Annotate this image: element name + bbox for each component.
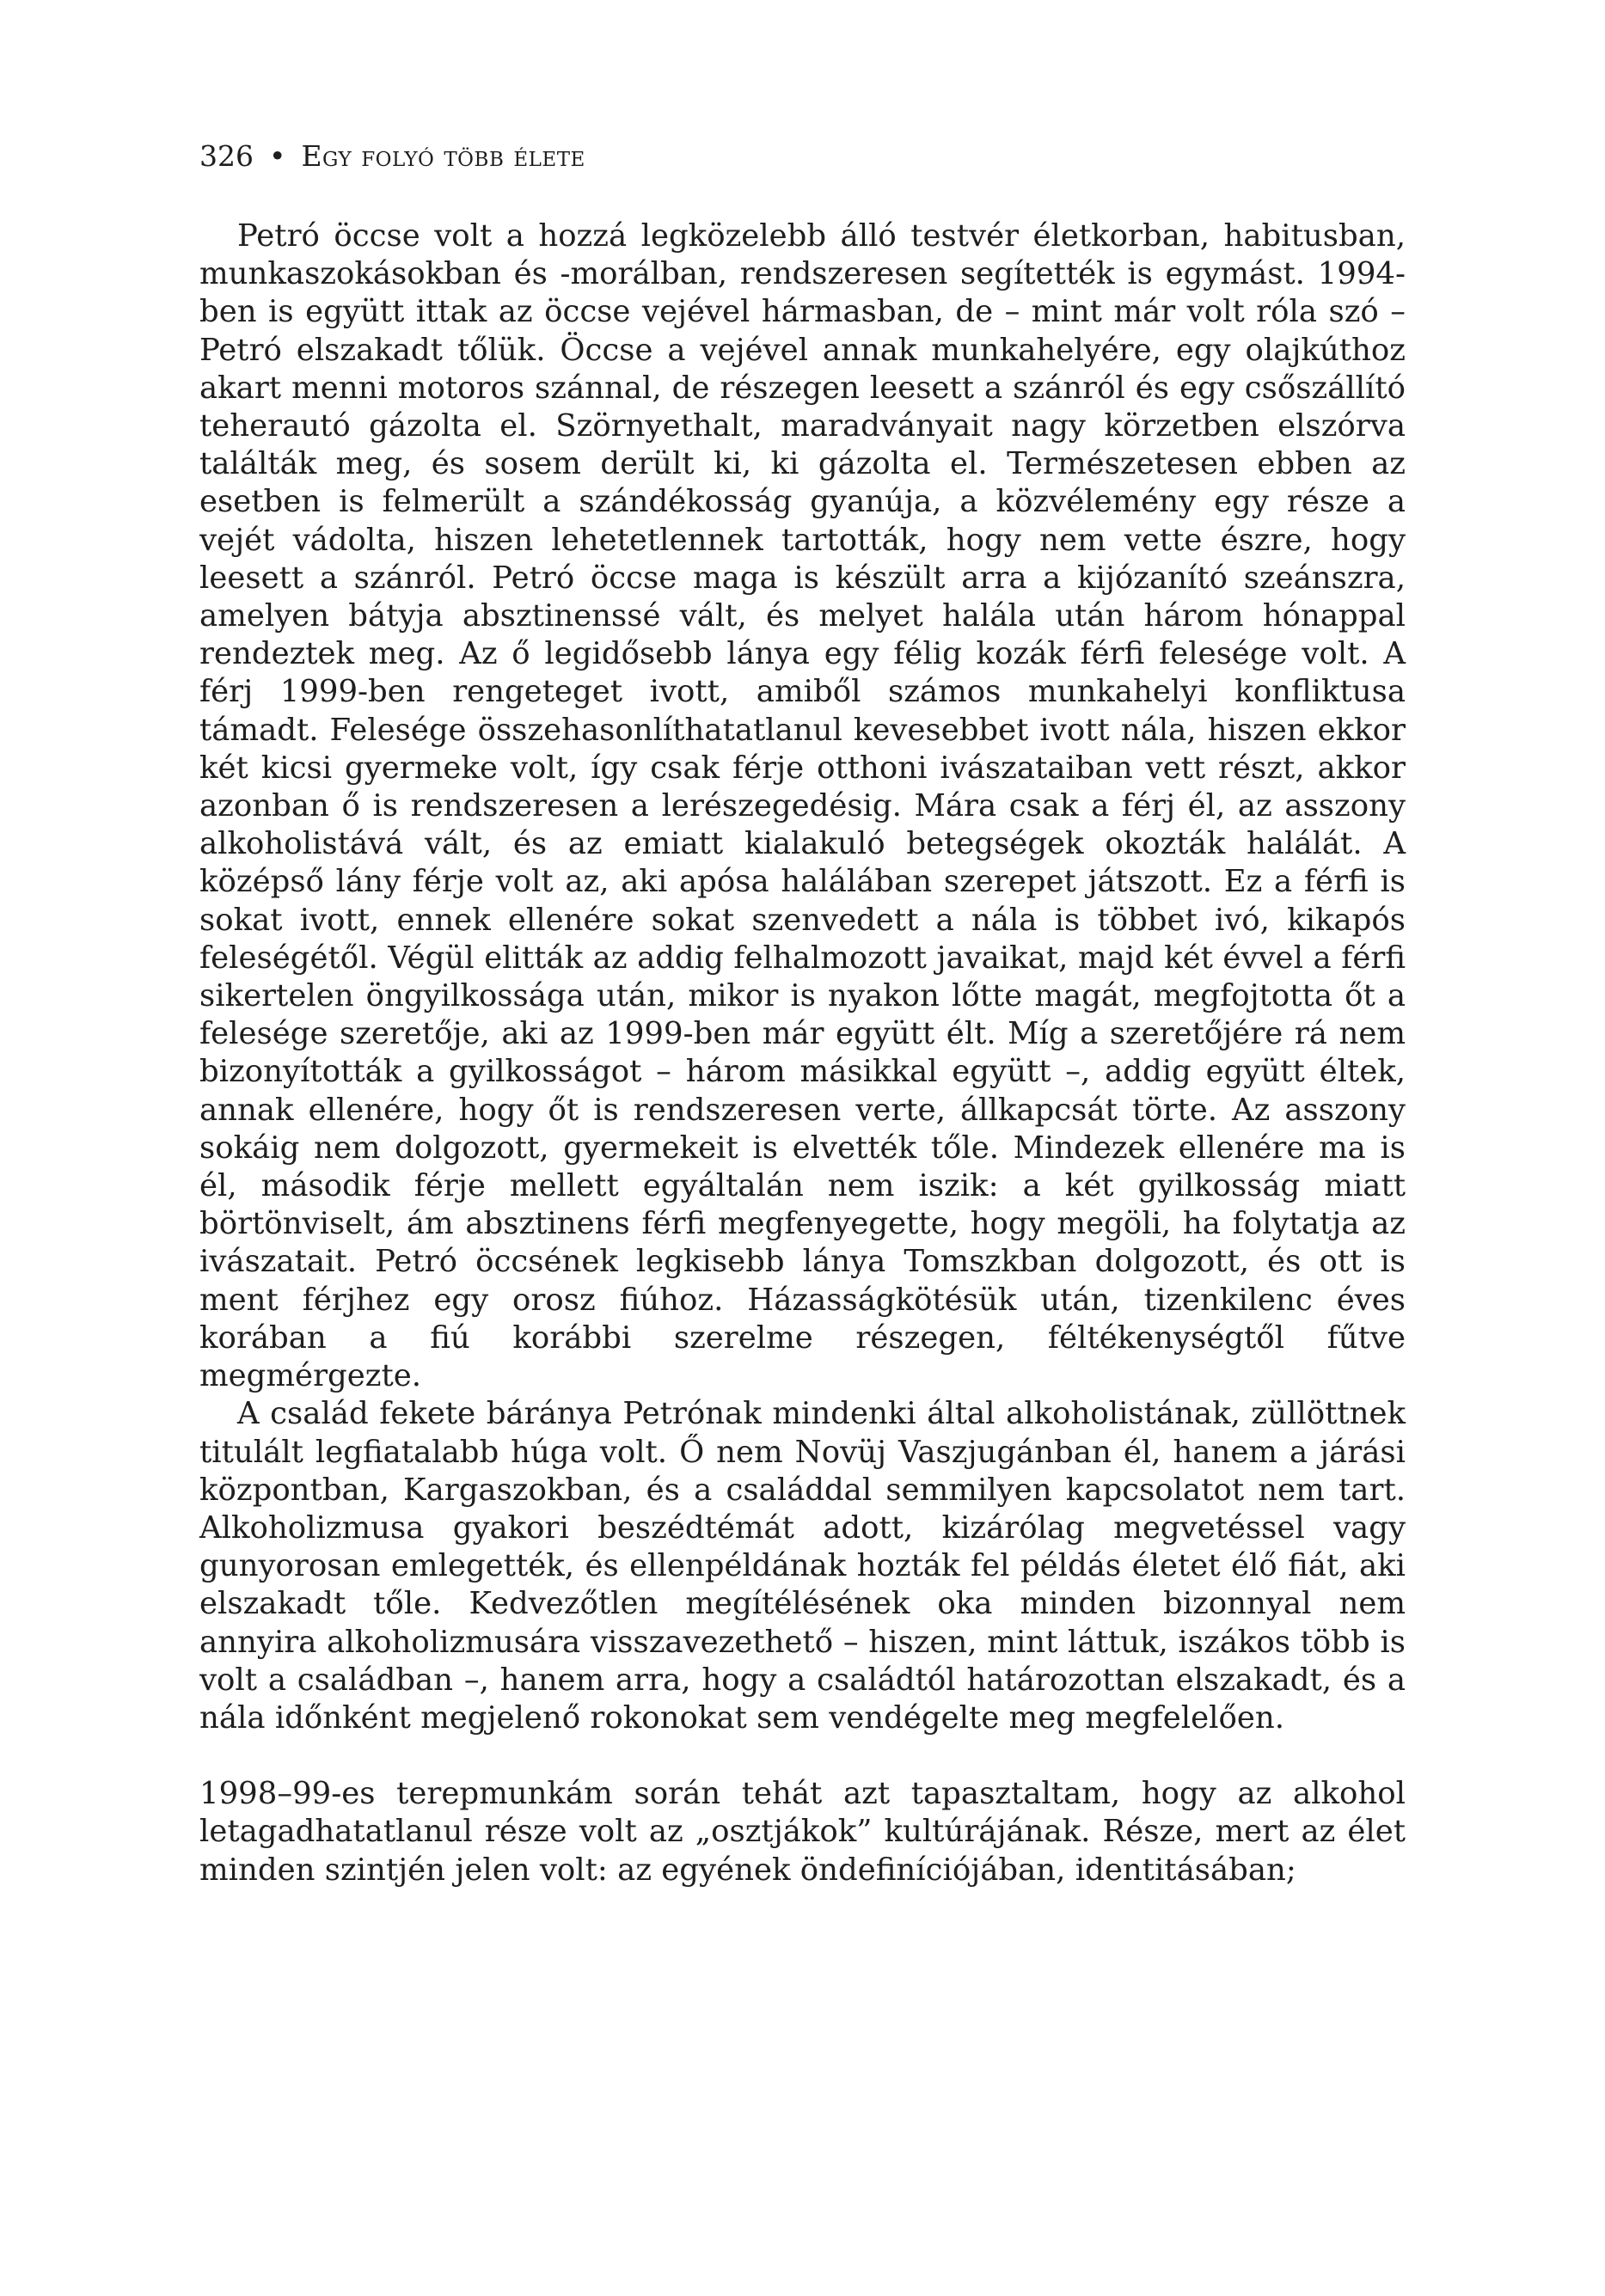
body-text — [199, 217, 1406, 1889]
book-title: Egy folyó több élete — [301, 139, 585, 173]
paragraph-2: A család fekete báránya Petrónak mindenki által alkoholistának, züllöttnek titulált legfiatalabb húga volt. Ő nem Novüj Vaszjugánban él, hanem a járási központban, Kargaszokban, és a családdal semmilyen kapcsolatot nem tart. Alkoholizmusa gyakori beszédtémát adott, kizárólag megvetéssel vagy gunyorosan emlegették, és ellenpéldának hozták fel példás életet élő fiát, aki elszakadt tőle. Kedvezőtlen megítélésének oka minden bizonnyal nem annyira alkoholizmusára visszavezethető – hiszen, mint láttuk, iszákos több is volt a családban –, hanem arra, hogy a családtól határozottan elszakadt, és a nála időnként megjelenő rokonokat sem vendégelte meg megfelelően. — [199, 1396, 1406, 1736]
running-head — [199, 139, 585, 174]
paragraph-3: 1998–99-es terepmunkám során tehát azt tapasztaltam, hogy az alkohol letagadhatatlanul része volt az „osztjákok” kultúrájának. Része, mert az élet minden szintjén jelen volt: az egyének öndefiníciójában, identitásában; — [199, 1776, 1406, 1888]
paragraph-1: Petró öccse volt a hozzá legközelebb álló testvér életkorban, habitusban, munkaszokásokban és -morálban, rendszeresen segítették is egymást. 1994-ben is együtt ittak az öccse vejével hármasban, de – mint már volt róla szó – Petró elszakadt tőlük. Öccse a vejével annak munkahelyére, egy olajkúthoz akart menni motoros szánnal, de részegen leesett a szánról és egy csőszállító teherautó gázolta el. Szörnyethalt, maradványait nagy körzetben elszórva találták meg, és sosem derült ki, ki gázolta el. Természetesen ebben az esetben is felmerült a szándékosság gyanúja, a közvélemény egy része a vejét vádolta, hiszen lehetetlennek tartották, hogy nem vette észre, hogy leesett a szánról. Petró öccse maga is készült arra a kijózanító szeánszra, amelyen bátyja absztinenssé vált, és melyet halála után három hónappal rendeztek meg. Az ő legidősebb lánya egy félig kozák férfi felesége volt. A férj 1999-ben rengeteget ivott, amiből számos munkahelyi konfliktusa támadt. Felesége összehasonlíthatatlanul kevesebbet ivott nála, hiszen ekkor két kicsi gyermeke volt, így csak férje otthoni ivászataiban vett részt, akkor azonban ő is rendszeresen a lerészegedésig. Mára csak a férj él, az asszony alkoholistává vált, és az emiatt kialakuló betegségek okozták halálát. A középső lány férje volt az, aki apósa halálában szerepet játszott. Ez a férfi is sokat ivott, ennek ellenére sokat szenvedett a nála is többet ivó, kikapós feleségétől. Végül elitták az addig felhalmozott javaikat, majd két évvel a férfi sikertelen öngyilkossága után, mikor is nyakon lőtte magát, megfojtotta őt a felesége szeretője, aki az 1999-ben már együtt élt. Míg a szeretőjére rá nem bizonyították a gyilkosságot – három másikkal együtt –, addig együtt éltek, annak ellenére, hogy őt is rendszeresen verte, állkapcsát törte. Az asszony sokáig nem dolgozott, gyermekeit is elvették tőle. Mindezek ellenére ma is él, második férje mellett egyáltalán nem iszik: a két gyilkosság miatt börtönviselt, ám absztinens férfi megfenyegette, hogy megöli, ha folytatja az ivászatait. Petró öccsének legkisebb lánya Tomszkban dolgozott, és ott is ment férjhez egy orosz fiúhoz. Házasságkötésük után, tizenkilenc éves korában a fiú korábbi szerelme részegen, féltékenységtől fűtve megmérgezte. — [199, 218, 1406, 1394]
page-number: 326 — [199, 139, 254, 173]
header-bullet: • — [269, 139, 286, 173]
